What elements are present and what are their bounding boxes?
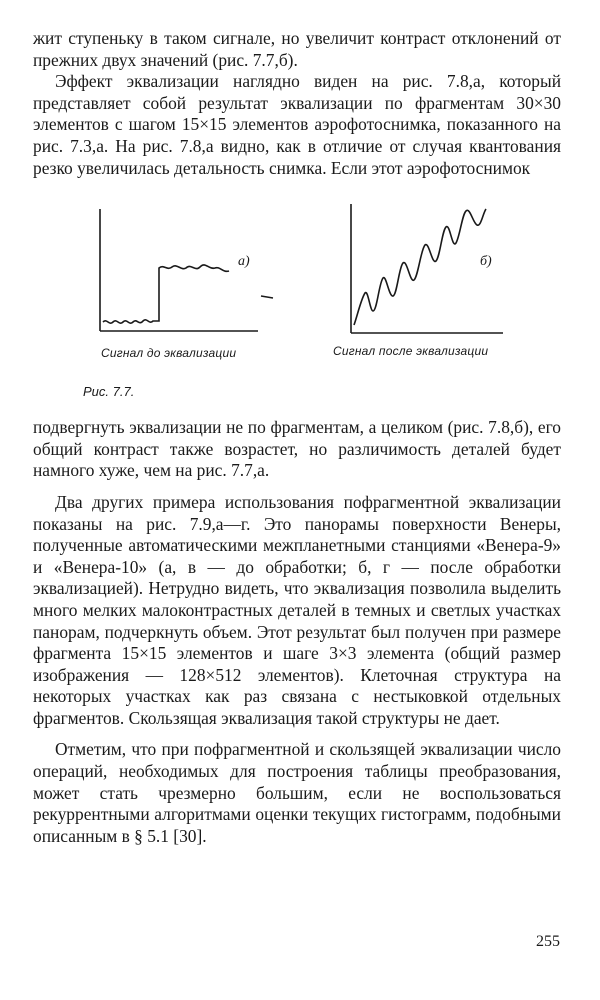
caption-plot-b: Сигнал после эквализации <box>333 344 489 359</box>
plot-a-signal <box>103 265 229 323</box>
paragraph-equalization-effect: Эффект эквализации наглядно виден на рис. 7.8,а, который представляет собой результат эквализации по фрагментам 30×30 элементов с шагом 15×15 элементов аэрофотоснимка, показанного на рис. 7.3,а. На рис. 7.8,а видно, как в отличие от случая квантования резко увеличилась детальность снимка. Если этот аэрофотоснимок <box>33 71 561 178</box>
figure-number: Рис. 7.7. <box>83 384 135 400</box>
paragraph-continued: жит ступеньку в таком сигнале, но увеличит контраст отклонений от прежних двух значений (рис. 7.7,б). <box>33 28 561 70</box>
stray-mark <box>261 296 273 298</box>
paragraph-venus-examples: Два других примера использования пофрагментной эквализации показаны на рис. 7.9,а—г. Это панорамы поверхности Венеры, полученные автоматическими межпланетными станциями «Венера-9» и «Венера-10» (а, в — до обработки; б, г — после обработки эквализацией). Нетрудно видеть, что эквализация позволила выделить много мелких малоконтрастных деталей в темных и светлых участках панорам, подчеркнуть объем. Этот результат был получен при размере фрагмента 15×15 элементов и шаге 3×3 элемента (общий размер изображения — 128×512 элементов). Клеточная структура на некоторых участках как раз связана с нестыковкой отдельных фрагментов. Скользящая эквализация такой структуры не дает. <box>33 491 561 728</box>
page-number: 255 <box>536 933 560 950</box>
page-body <box>33 28 561 847</box>
plot-a <box>100 209 258 331</box>
plot-b-label: б) <box>480 254 492 270</box>
figure-7-7 <box>33 179 561 417</box>
paragraph-operations-note: Отметим, что при пофрагментной и скользящей эквализации число операций, необходимых для построения таблицы преобразования, может стать чрезмерно большим, если не воспользоваться рекуррентными алгоритмами оценки текущих гистограмм, подобными описанным в § 5.1 [30]. <box>33 739 561 846</box>
plot-b-signal <box>354 209 486 325</box>
paragraph-whole-equalization: подвергнуть эквализации не по фрагментам, а целиком (рис. 7.8,б), его общий контраст также возрастет, но различимость деталей будет намного хуже, чем на рис. 7.7,а. <box>33 417 561 481</box>
plot-a-label: а) <box>238 254 250 270</box>
figure-7-7-plots <box>33 179 561 417</box>
caption-plot-a: Сигнал до эквализации <box>101 346 237 361</box>
